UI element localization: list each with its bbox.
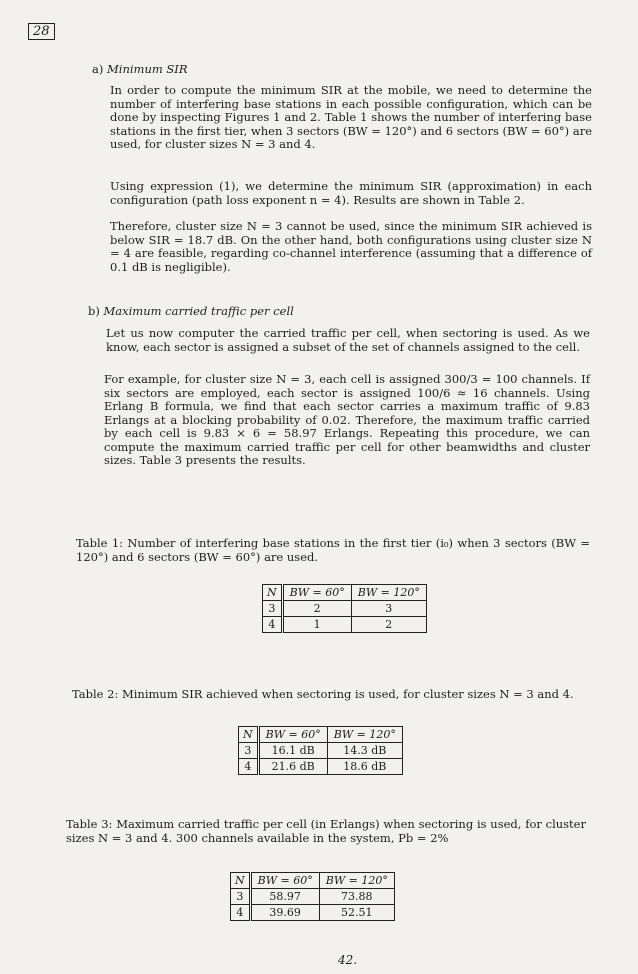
table-row [263, 617, 427, 633]
section-b-marker: b) [88, 304, 100, 318]
table-3-cell: 4 [231, 905, 251, 921]
table-2-cell: 14.3 dB [327, 743, 402, 759]
table-1-cell: 4 [263, 617, 283, 633]
table-2-cell: 16.1 dB [258, 743, 327, 759]
table-3-cell: 3 [231, 889, 251, 905]
table-1-caption: Table 1: Number of interfering base stations in the first tier (i₀) when 3 sectors (BW = 120°) and 6 sectors (BW = 60°) are used. [76, 536, 590, 564]
table-row [239, 743, 403, 759]
table-1-header-bw60: BW = 60° [282, 585, 351, 601]
table-row [231, 889, 395, 905]
table-1-cell: 3 [351, 601, 426, 617]
table-3-cell: 39.69 [250, 905, 319, 921]
section-b-paragraph-1: Let us now computer the carried traffic per cell, when sectoring is used. As we know, each sector is assigned a subset of the set of channels assigned to the cell. [106, 326, 590, 354]
table-3-cell: 58.97 [250, 889, 319, 905]
table-2-cell: 18.6 dB [327, 759, 402, 775]
table-row [263, 601, 427, 617]
table-row [231, 905, 395, 921]
table-2-header-bw120: BW = 120° [327, 727, 402, 743]
section-b-paragraph-2: For example, for cluster size N = 3, each cell is assigned 300/3 = 100 channels. If six sectors are employed, each sector is assigned 100/6 ≈ 16 channels. Using Erlang B formula, we find that each sector carries a maximum traffic of 9.83 Erlangs at a blocking probability of 0.02. Therefore, the maximum traffic carried by each cell is 9.83 × 6 = 58.97 Erlangs. Repeating this procedure, we can compute the maximum carried traffic per cell for other beamwidths and cluster sizes. Table 3 presents the results. [104, 372, 590, 467]
table-3-header-bw120: BW = 120° [319, 873, 394, 889]
table-2-caption: Table 2: Minimum SIR achieved when sectoring is used, for cluster sizes N = 3 and 4. [72, 687, 574, 701]
table-3-header-row [231, 873, 395, 889]
table-1-header-n: N [263, 585, 283, 601]
table-2-cell: 4 [239, 759, 259, 775]
table-1-cell: 3 [263, 601, 283, 617]
table-3-header-bw60: BW = 60° [250, 873, 319, 889]
table-2-cell: 3 [239, 743, 259, 759]
table-1-cell: 1 [282, 617, 351, 633]
table-3-cell: 73.88 [319, 889, 394, 905]
table-1-header-bw120: BW = 120° [351, 585, 426, 601]
table-2-header-n: N [239, 727, 259, 743]
table-1-header-row [263, 585, 427, 601]
section-a-paragraph-3: Therefore, cluster size N = 3 cannot be used, since the minimum SIR achieved is below SIR = 18.7 dB. On the other hand, both configurations using cluster size N = 4 are feasible, regarding co-channel interference (assuming that a difference of 0.1 dB is negligible). [110, 219, 592, 274]
section-a-paragraph-1: In order to compute the minimum SIR at the mobile, we need to determine the number of interfering base stations in each possible configuration, which can be done by inspecting Figures 1 and 2. Table 1 shows the number of interfering base stations in the first tier, when 3 sectors (BW = 120°) and 6 sectors (BW = 60°) are used, for cluster sizes N = 3 and 4. [110, 83, 592, 151]
table-3-header-n: N [231, 873, 251, 889]
table-1-cell: 2 [351, 617, 426, 633]
page-number: 42. [338, 953, 358, 967]
table-2-header-row [239, 727, 403, 743]
section-a-paragraph-2: Using expression (1), we determine the minimum SIR (approximation) in each configuration (path loss exponent n = 4). Results are shown in Table 2. [110, 179, 592, 207]
table-1-cell: 2 [282, 601, 351, 617]
section-a-heading [92, 62, 188, 76]
table-3-cell: 52.51 [319, 905, 394, 921]
table-2-cell: 21.6 dB [258, 759, 327, 775]
section-b-heading [88, 304, 294, 318]
section-a-title: Minimum SIR [107, 62, 188, 76]
table-3-caption: Table 3: Maximum carried traffic per cell (in Erlangs) when sectoring is used, for cluster sizes N = 3 and 4. 300 channels available in the system, Pb = 2% [66, 817, 586, 845]
section-a-marker: a) [92, 62, 104, 76]
table-1 [262, 584, 427, 633]
page-tag: 28 [28, 23, 55, 40]
table-2-header-bw60: BW = 60° [258, 727, 327, 743]
table-2 [238, 726, 403, 775]
table-3 [230, 872, 395, 921]
section-b-title: Maximum carried traffic per cell [103, 304, 294, 318]
table-row [239, 759, 403, 775]
